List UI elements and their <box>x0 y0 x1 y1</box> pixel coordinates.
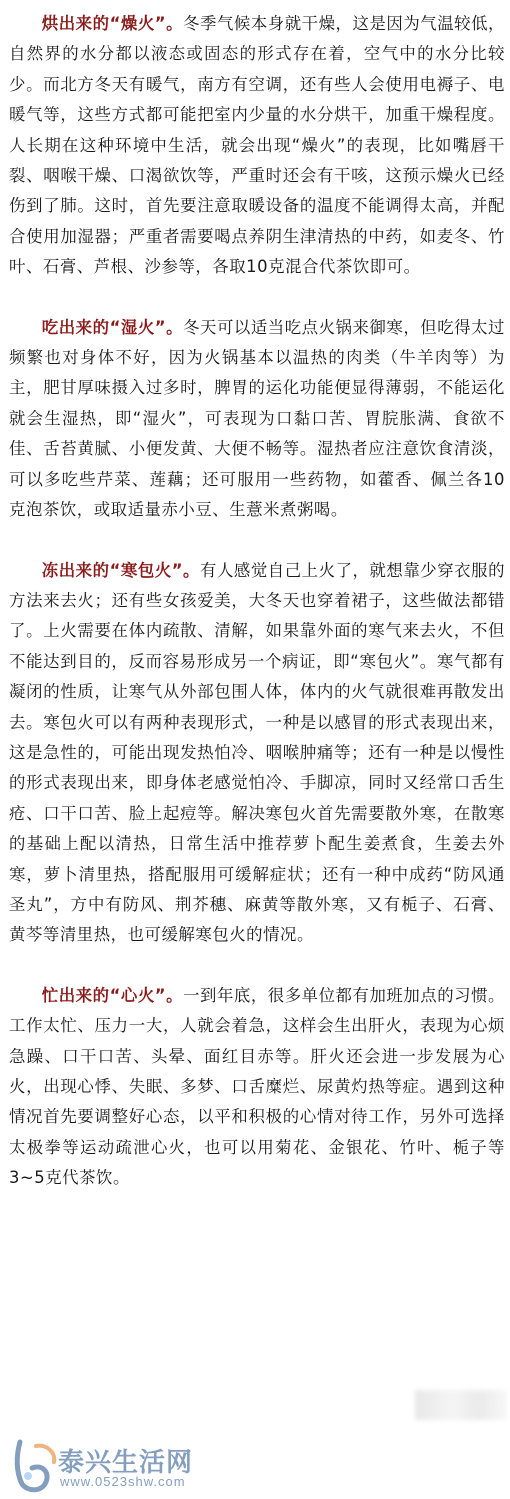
site-logo-icon <box>6 1436 66 1494</box>
watermark-site-name: 泰兴生活网 <box>58 1448 194 1478</box>
article <box>9 9 505 1224</box>
section-heading-cold-wrapped-fire: 冻出来的“寒包火”。 <box>41 560 201 580</box>
site-watermark <box>6 1436 226 1494</box>
paragraph-dry-fire <box>9 9 505 283</box>
watermark-url: www.0523shw.com <box>60 1474 186 1489</box>
paragraph-damp-fire <box>9 313 505 526</box>
section-heading-heart-fire: 忙出来的“心火”。 <box>41 985 184 1005</box>
blurred-region <box>415 1390 507 1420</box>
paragraph-cold-wrapped-fire <box>9 556 505 951</box>
paragraph-body: 冬季气候本身就干燥，这是因为气温较低，自然界的水分都以液态或固态的形式存在着，空气中的水分比较少。而北方冬天有暖气，南方有空调，还有些人会使用电褥子、电暖气等，这些方式都可能把室内少量的水分烘干，加重干燥程度。人长期在这种环境中生活，就会出现“燥火”的表现，比如嘴唇干裂、咽喉干燥、口渴欲饮等，严重时还会有干咳，这预示燥火已经伤到了肺。这时，首先要注意取暖设备的温度不能调得太高，并配合使用加湿器；严重者需要喝点养阴生津清热的中药，如麦冬、竹叶、石膏、芦根、沙参等，各取10克混合代茶饮即可。 <box>9 14 505 277</box>
section-heading-damp-fire: 吃出来的“湿火”。 <box>41 317 184 337</box>
paragraph-heart-fire <box>9 981 505 1194</box>
section-heading-dry-fire: 烘出来的“燥火”。 <box>41 14 184 33</box>
paragraph-body: 一到年底，很多单位都有加班加点的习惯。工作太忙、压力一大，人就会着急，这样会生出肝火，表现为心烦急躁、口干口苦、头晕、面红目赤等。肝火还会进一步发展为心火，出现心悸、失眠、多梦、口舌糜烂、尿黄灼热等症。遇到这种情况首先要调整好心态，以平和积极的心情对待工作，另外可选择太极拳等运动疏泄心火，也可以用菊花、金银花、竹叶、栀子等3~5克代茶饮。 <box>9 985 505 1188</box>
paragraph-body: 冬天可以适当吃点火锅来御寒，但吃得太过频繁也对身体不好，因为火锅基本以温热的肉类（牛羊肉等）为主，肥甘厚味摄入过多时，脾胃的运化功能便显得薄弱，不能运化就会生湿热，即“湿火”，可表现为口黏口苦、胃脘胀满、食欲不佳、舌苔黄腻、小便发黄、大便不畅等。湿热者应注意饮食清淡，可以多吃些芹菜、莲藕；还可服用一些药物，如藿香、佩兰各10克泡茶饮，或取适量赤小豆、生薏米煮粥喝。 <box>9 317 505 520</box>
paragraph-body: 有人感觉自己上火了，就想靠少穿衣服的方法来去火；还有些女孩爱美，大冬天也穿着裙子，这些做法都错了。上火需要在体内疏散、清解，如果靠外面的寒气来去火，不但不能达到目的，反而容易形成另一个病证，即“寒包火”。寒气都有凝闭的性质，让寒气从外部包围人体，体内的火气就很难再散发出去。寒包火可以有两种表现形式，一种是以感冒的形式表现出来，这是急性的，可能出现发热怕冷、咽喉肿痛等；还有一种是以慢性的形式表现出来，即身体老感觉怕冷、手脚凉，同时又经常口舌生疮、口干口苦、脸上起痘等。解决寒包火首先需要散外寒，在散寒的基础上配以清热，日常生活中推荐萝卜配生姜煮食，生姜去外寒，萝卜清里热，搭配服用可缓解症状；还有一种中成药“防风通圣丸”，方中有防风、荆芥穗、麻黄等散外寒，又有栀子、石膏、黄芩等清里热，也可缓解寒包火的情况。 <box>9 560 506 945</box>
